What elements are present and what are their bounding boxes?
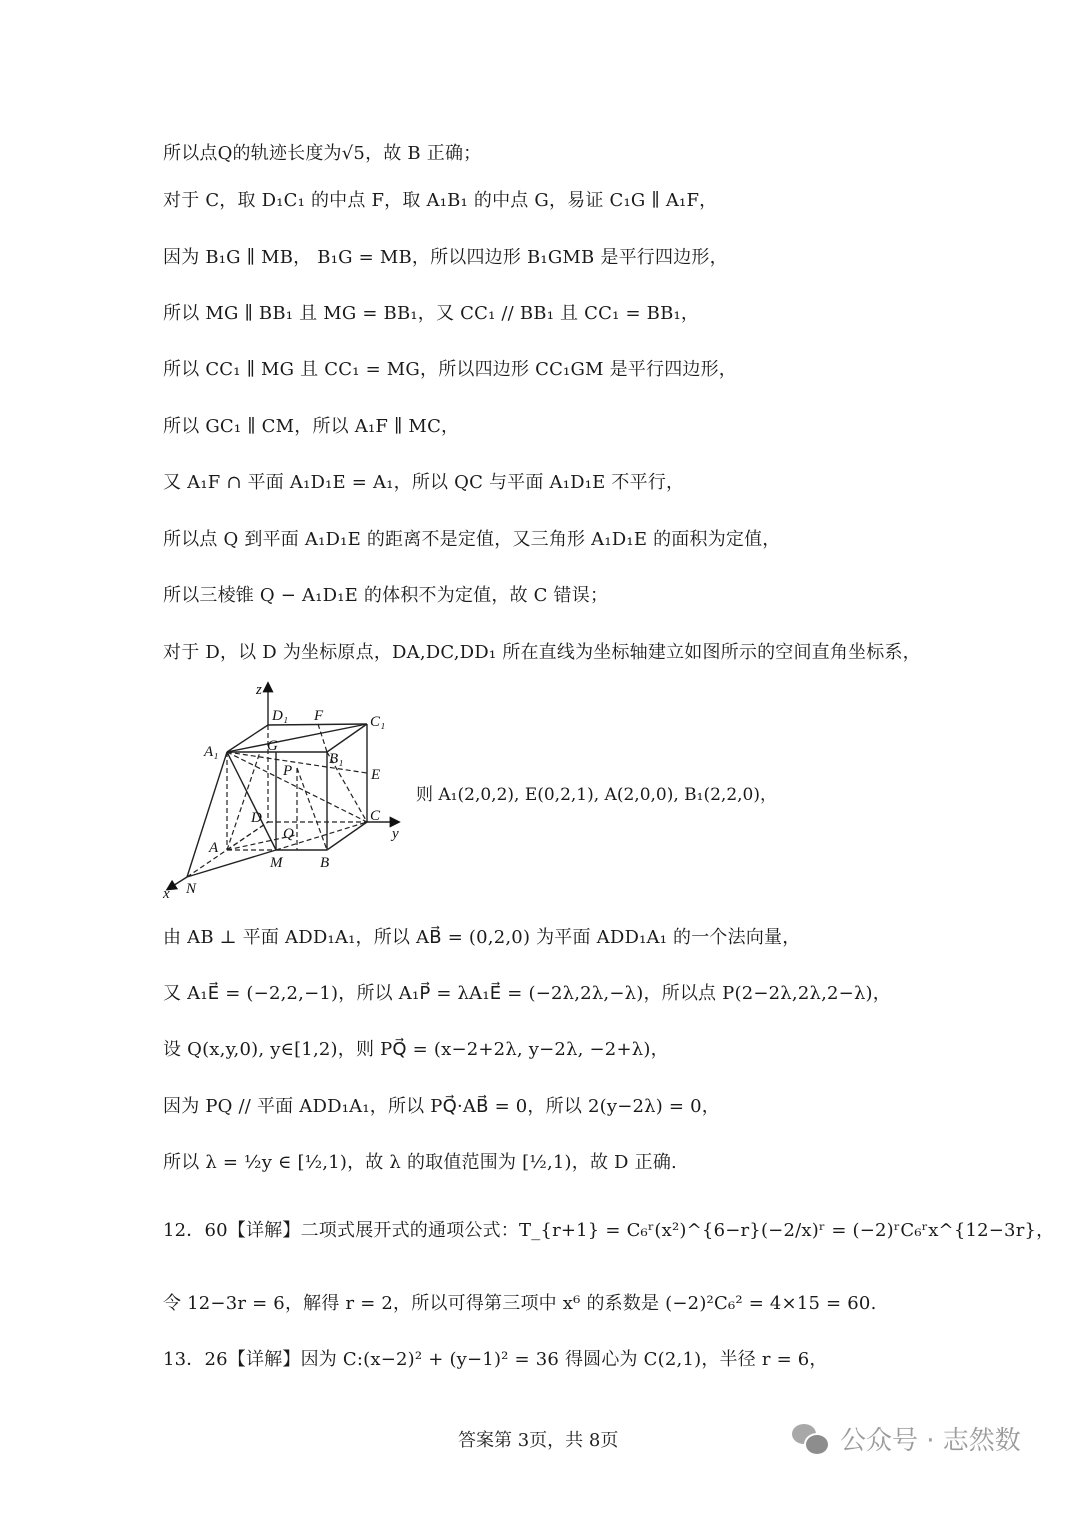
text-line: 13．26【详解】因为 C:(x−2)² + (y−1)² = 36 得圆心为 C(2,1)，半径 r = 6， bbox=[163, 1349, 828, 1370]
label-E: E bbox=[371, 767, 381, 783]
page-footer: 答案第 3页，共 8页 bbox=[458, 1430, 619, 1451]
label-y: y bbox=[392, 826, 399, 842]
text-line: 所以三棱锥 Q − A₁D₁E 的体积不为定值，故 C 错误； bbox=[163, 585, 609, 606]
text-line: 所以 GC₁ ∥ CM，所以 A₁F ∥ MC， bbox=[163, 416, 460, 437]
text-line: 设 Q(x,y,0), y∈[1,2)，则 PQ⃗ = (x−2+2λ, y−2λ, −2+λ)， bbox=[163, 1039, 669, 1060]
label-B1: B₁ bbox=[329, 751, 344, 767]
text-line: 对于 D，以 D 为坐标原点，DA,DC,DD₁ 所在直线为坐标轴建立如图所示的空间直角坐标系， bbox=[163, 642, 921, 663]
label-P: P bbox=[283, 763, 293, 779]
coordinates-text: 则 A₁(2,0,2), E(0,2,1), A(2,0,0), B₁(2,2,0)， bbox=[416, 785, 777, 805]
text-line: 所以点Q的轨迹长度为√5，故 B 正确； bbox=[163, 143, 482, 164]
label-Q: Q bbox=[283, 826, 294, 842]
label-C: C bbox=[370, 808, 381, 824]
text-line: 令 12−3r = 6，解得 r = 2，所以可得第三项中 x⁶ 的系数是 (−2)²C₆² = 4×15 = 60. bbox=[163, 1293, 877, 1314]
label-A1: A₁ bbox=[204, 744, 219, 760]
text-line: 所以 CC₁ ∥ MG 且 CC₁ = MG，所以四边形 CC₁GM 是平行四边形， bbox=[163, 359, 738, 380]
label-D: D bbox=[251, 810, 262, 826]
label-M: M bbox=[270, 855, 283, 871]
text-line: 所以 MG ∥ BB₁ 且 MG = BB₁，又 CC₁ // BB₁ 且 CC₁ = BB₁， bbox=[163, 303, 700, 324]
wechat-icon bbox=[790, 1421, 830, 1457]
text-line: 又 A₁F ∩ 平面 A₁D₁E = A₁，所以 QC 与平面 A₁D₁E 不平行， bbox=[163, 472, 685, 493]
text-line: 12．60【详解】二项式展开式的通项公式：T_{r+1} = C₆ʳ(x²)^{6−r}(−2/x)ʳ = (−2)ʳC₆ʳx^{12−3r}， bbox=[163, 1220, 1055, 1241]
label-B: B bbox=[320, 855, 330, 871]
label-F: F bbox=[314, 708, 324, 724]
text-line: 由 AB ⊥ 平面 ADD₁A₁，所以 AB⃗ = (0,2,0) 为平面 ADD₁A₁ 的一个法向量， bbox=[163, 927, 801, 948]
label-A: A bbox=[209, 840, 219, 856]
label-G: G bbox=[267, 738, 278, 754]
text-line: 所以点 Q 到平面 A₁D₁E 的距离不是定值，又三角形 A₁D₁E 的面积为定值， bbox=[163, 529, 781, 550]
label-N: N bbox=[186, 881, 197, 897]
text-line: 因为 B₁G ∥ MB， B₁G = MB，所以四边形 B₁GMB 是平行四边形， bbox=[163, 247, 728, 268]
label-x: x bbox=[163, 886, 170, 900]
text-line: 因为 PQ // 平面 ADD₁A₁，所以 PQ⃗·AB⃗ = 0，所以 2(y−2λ) = 0， bbox=[163, 1096, 720, 1117]
text-line: 对于 C，取 D₁C₁ 的中点 F，取 A₁B₁ 的中点 G，易证 C₁G ∥ A₁F， bbox=[163, 190, 718, 211]
label-D1: D₁ bbox=[272, 708, 289, 724]
text-line: 又 A₁E⃗ = (−2,2,−1)，所以 A₁P⃗ = λA₁E⃗ = (−2λ,2λ,−λ)，所以点 P(2−2λ,2λ,2−λ)， bbox=[163, 983, 891, 1004]
label-z: z bbox=[256, 682, 262, 698]
wechat-watermark bbox=[790, 1420, 1021, 1457]
text-line: 所以 λ = ½y ∈ [½,1)，故 λ 的取值范围为 [½,1)，故 D 正确. bbox=[163, 1152, 677, 1173]
cube-diagram bbox=[155, 675, 415, 900]
label-C1: C₁ bbox=[370, 714, 386, 730]
watermark-text: 公众号 · 志然数 bbox=[840, 1426, 1021, 1456]
